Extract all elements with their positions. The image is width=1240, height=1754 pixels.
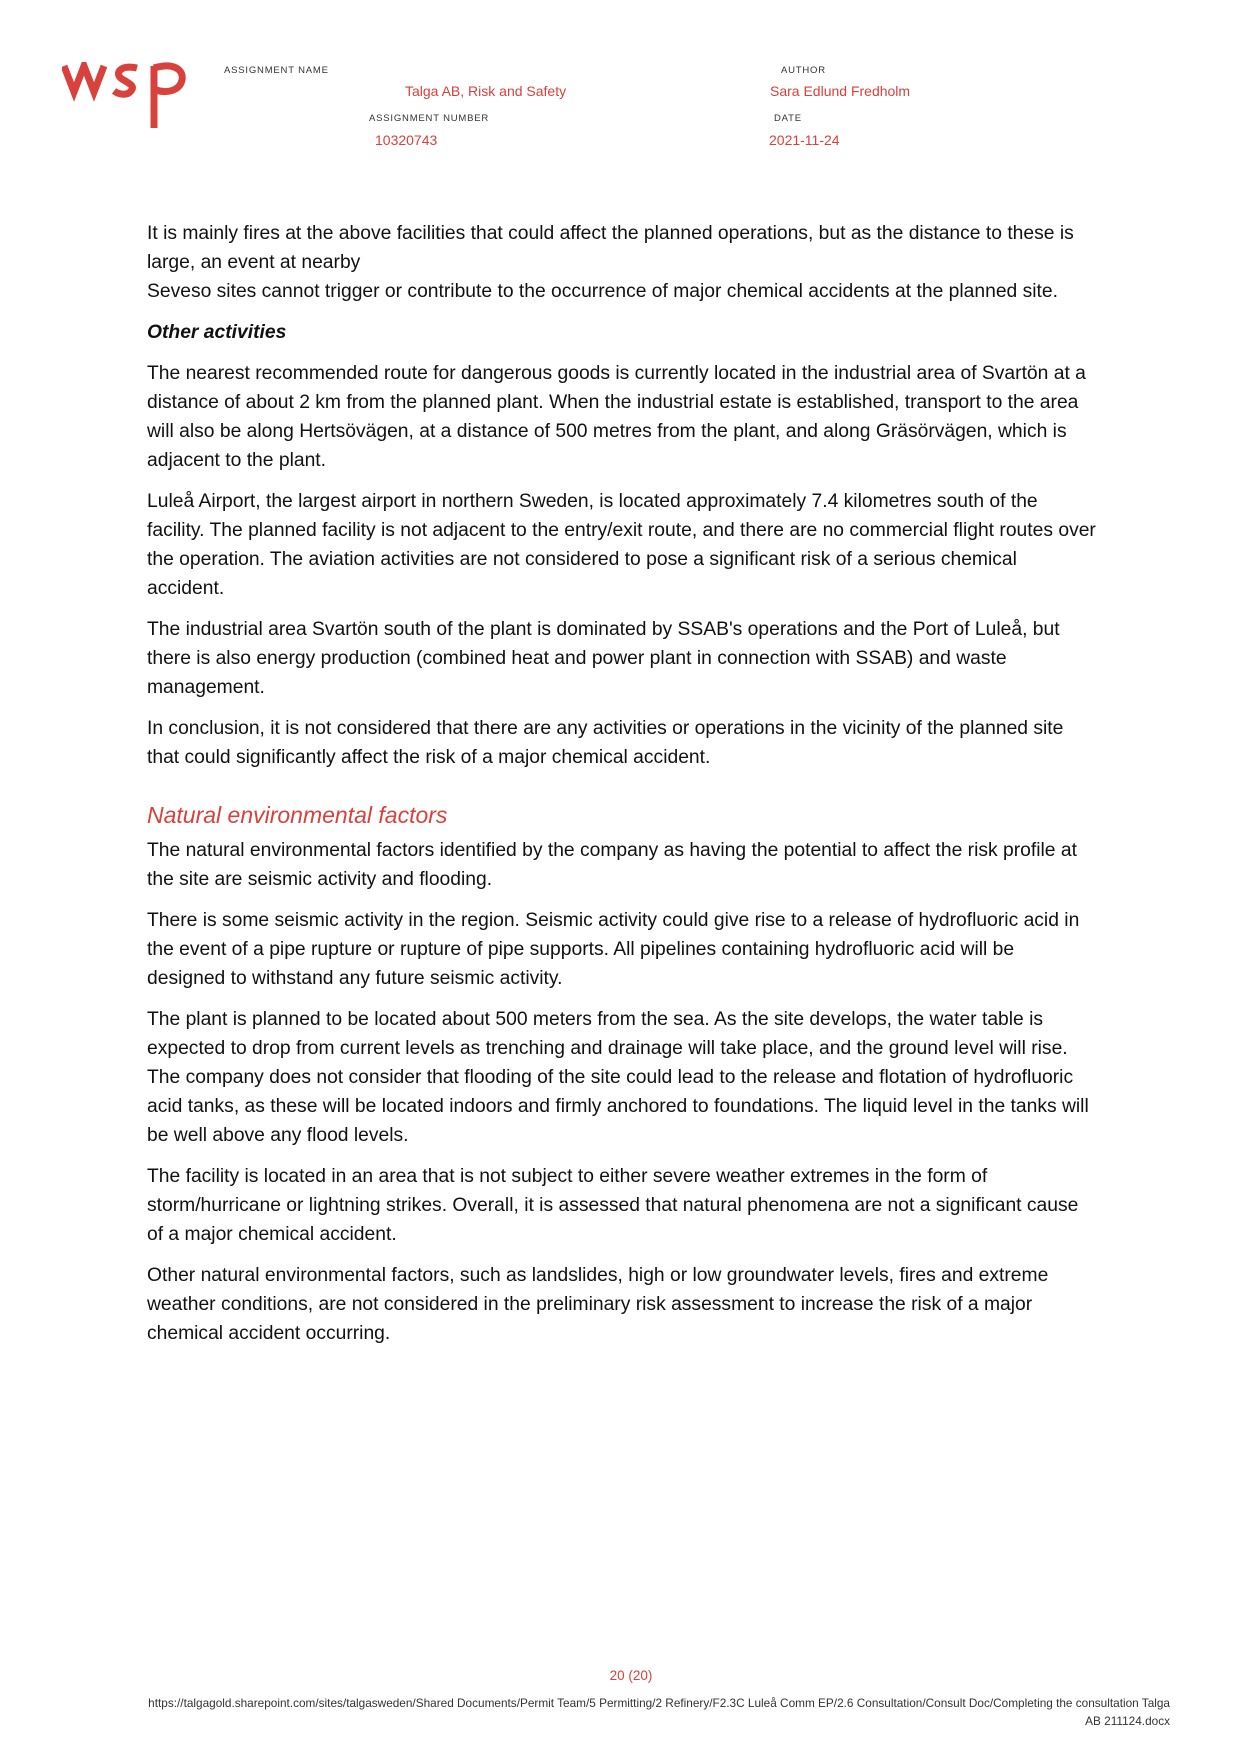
assignment-number-value: 10320743 <box>375 132 438 148</box>
other-activities-heading: Other activities <box>147 322 287 343</box>
intro-paragraph <box>147 219 1097 306</box>
paragraph: The plant is planned to be located about 500 meters from the sea. As the site develops, the water table is expected to drop from current levels as trenching and drainage will take place, and the ground level will rise. The company does not consider that flooding of the site could lead to the release and flotation of hydrofluoric acid tanks, as these will be located indoors and firmly anchored to foundations. The liquid level in the tanks will be well above any flood levels. <box>147 1009 1089 1146</box>
date-value: 2021-11-24 <box>769 132 840 148</box>
assignment-name-label: ASSIGNMENT NAME <box>224 65 329 76</box>
paragraph: The natural environmental factors identified by the company as having the potential to affect the risk profile at the site are seismic activity and flooding. <box>147 840 1077 890</box>
document-body <box>147 219 1097 1360</box>
intro-line-1: It is mainly fires at the above facilities that could affect the planned operations, but as the distance to these is large, an event at nearby <box>147 223 1074 273</box>
paragraph: In conclusion, it is not considered that there are any activities or operations in the vicinity of the planned site that could significantly affect the risk of a major chemical accident. <box>147 718 1064 768</box>
paragraph: The industrial area Svartön south of the plant is dominated by SSAB's operations and the Port of Luleå, but there is also energy production (combined heat and power plant in connection with SSAB) and waste management. <box>147 619 1060 698</box>
footer-path-line-2: AB 211124.docx <box>1085 1714 1170 1728</box>
wsp-logo <box>62 62 204 132</box>
assignment-number-label: ASSIGNMENT NUMBER <box>369 113 490 124</box>
natural-factors-heading: Natural environmental factors <box>147 802 448 828</box>
wsp-logo-graphic <box>62 62 204 132</box>
assignment-name-value: Talga AB, Risk and Safety <box>405 83 567 99</box>
paragraph: The facility is located in an area that is not subject to either severe weather extremes in the form of storm/hurricane or lightning strikes. Overall, it is assessed that natural phenomena are not a significant cause of a major chemical accident. <box>147 1166 1079 1245</box>
intro-line-2: Seveso sites cannot trigger or contribute to the occurrence of major chemical accidents at the planned site. <box>147 281 1058 302</box>
author-label: AUTHOR <box>781 65 826 76</box>
paragraph: The nearest recommended route for dangerous goods is currently located in the industrial area of Svartön at a distance of about 2 km from the planned plant. When the industrial estate is established, transport to the area will also be along Hertsövägen, at a distance of 500 metres from the plant, and along Gräsörvägen, which is adjacent to the plant. <box>147 363 1086 471</box>
paragraph: There is some seismic activity in the region. Seismic activity could give rise to a release of hydrofluoric acid in the event of a pipe rupture or rupture of pipe supports. All pipelines containing hydrofluoric acid will be designed to withstand any future seismic activity. <box>147 910 1080 989</box>
author-value: Sara Edlund Fredholm <box>770 83 911 99</box>
footer-path-line-1: https://talgagold.sharepoint.com/sites/talgasweden/Shared Documents/Permit Team/5 Permitting/2 Refinery/F2.3C Luleå Comm EP/2.6 Consultation/Consult Doc/Completing the consultation Talga <box>148 1696 1170 1710</box>
date-label: DATE <box>774 113 802 124</box>
page-number: 20 (20) <box>609 1668 653 1683</box>
paragraph: Luleå Airport, the largest airport in northern Sweden, is located approximately 7.4 kilometres south of the facility. The planned facility is not adjacent to the entry/exit route, and there are no commercial flight routes over the operation. The aviation activities are not considered to pose a significant risk of a serious chemical accident. <box>147 491 1096 599</box>
paragraph: Other natural environmental factors, such as landslides, high or low groundwater levels, fires and extreme weather conditions, are not considered in the preliminary risk assessment to increase the risk of a major chemical accident occurring. <box>147 1265 1049 1344</box>
footer-file-path <box>50 1694 1170 1730</box>
